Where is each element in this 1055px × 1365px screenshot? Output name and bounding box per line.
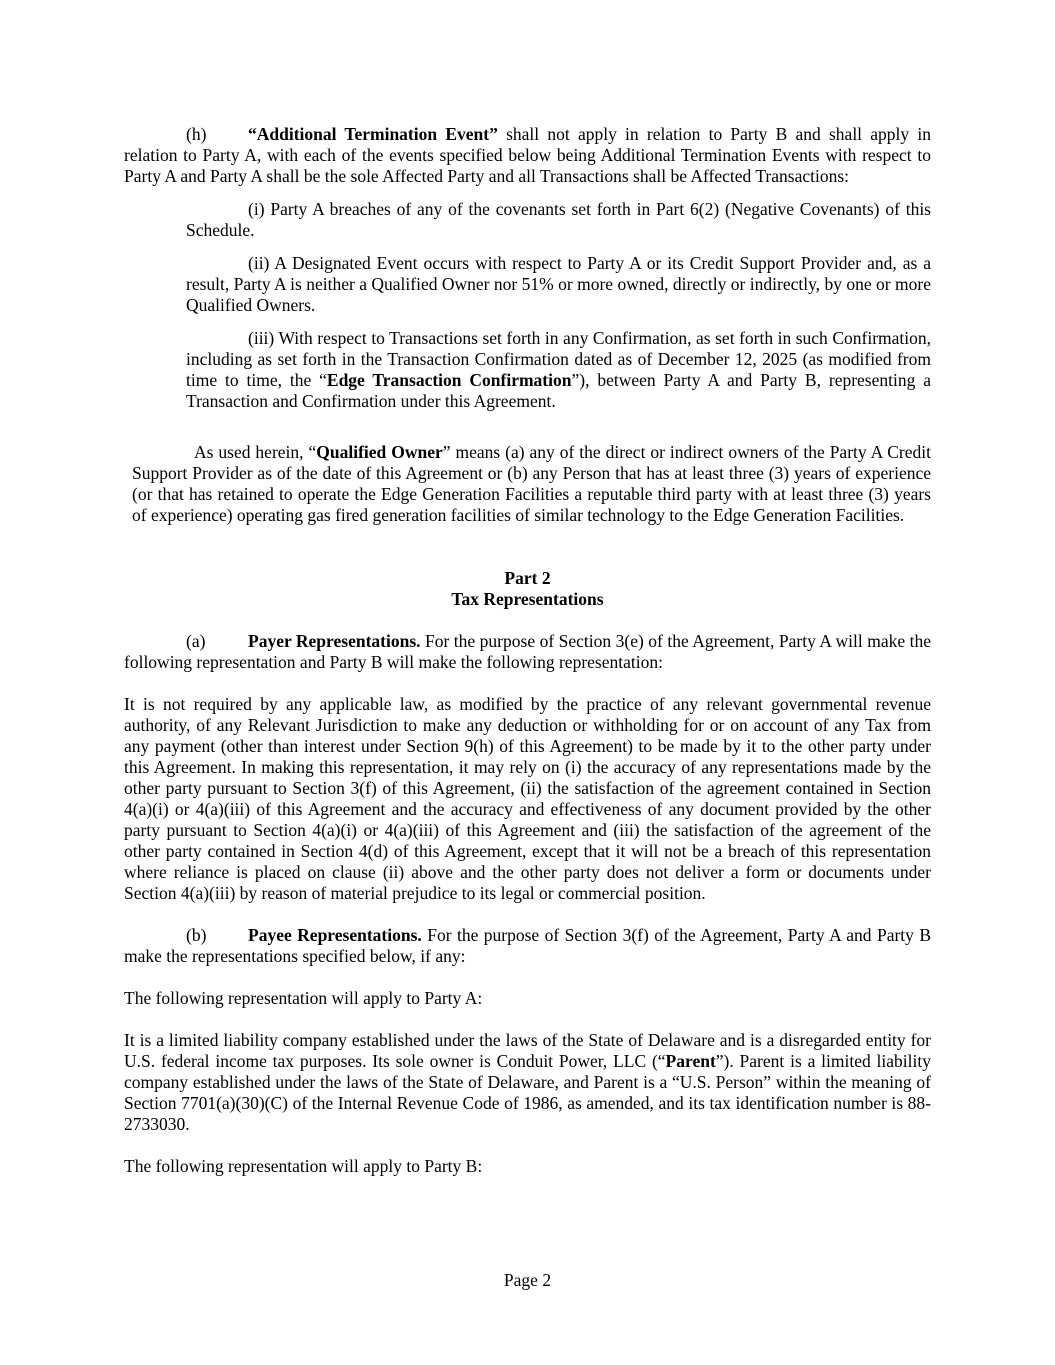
part-number: Part 2 — [504, 568, 551, 588]
termination-events — [186, 199, 931, 412]
item-label: (h) — [186, 124, 207, 144]
event-i: (i) Party A breaches of any of the covenants set forth in Part 6(2) (Negative Covenants) of this Schedule. — [186, 199, 931, 240]
party-a-representation: It is a limited liability company established under the laws of the State of Delaware and is a disregarded entity for U.S. federal income tax purposes. Its sole owner is Conduit Power, LLC (“Parent”). Parent is a limited liability company established under the laws of the State of Delaware, and Parent is a “U.S. Person” within the meaning of Section 7701(a)(30)(C) of the Internal Revenue Code of 1986, as amended, and its tax identification number is 88-2733030. — [124, 1030, 931, 1134]
defined-term: Edge Transaction Confirmation — [326, 370, 572, 390]
qualified-owner-definition: As used herein, “Qualified Owner” means (a) any of the direct or indirect owners of the Party A Credit Support Provider as of the date of this Agreement or (b) any Person that has at least three (3) years of experience (or that has retained to operate the Edge Generation Facilities a reputable third party with at least three (3) years of experience) operating gas fired generation facilities of similar technology to the Edge Generation Facilities. — [132, 442, 931, 525]
qualified-owner-block — [132, 442, 931, 526]
party-a-intro: The following representation will apply to Party A: — [124, 988, 483, 1008]
defined-term: Qualified Owner — [316, 442, 443, 462]
party-b-intro: The following representation will apply to Party B: — [124, 1156, 483, 1176]
defined-term: “Additional Termination Event” — [248, 124, 498, 144]
paragraph-b: (b) Payee Representations. For the purpose of Section 3(f) of the Agreement, Party A and Party B make the representations specified below, if any: — [124, 925, 932, 966]
part-heading — [124, 568, 931, 610]
paragraph-a: (a) Payer Representations. For the purpose of Section 3(e) of the Agreement, Party A will make the following representation and Party B will make the following representation: — [124, 631, 932, 672]
event-iii: (iii) With respect to Transactions set forth in any Confirmation, as set forth in such Confirmation, including as set forth in the Transaction Confirmation dated as of December 12, 2025 (as modified from time to time, the “Edge Transaction Confirmation”), between Party A and Party B, representing a Transaction and Confirmation under this Agreement. — [186, 328, 932, 411]
paragraph-h: (h) “Additional Termination Event” shall not apply in relation to Party B and shall apply in relation to Party A, with each of the events specified below being Additional Termination Events with respect to Party A and Party A shall be the sole Affected Party and all Transactions shall be Affected Transactions: — [124, 124, 931, 186]
document-page — [124, 124, 931, 1177]
event-ii: (ii) A Designated Event occurs with respect to Party A or its Credit Support Provider and, as a result, Party A is neither a Qualified Owner nor 51% or more owned, directly or indirectly, by one or more Qualified Owners. — [186, 253, 931, 315]
part-title: Tax Representations — [451, 589, 604, 609]
payer-representation-text: It is not required by any applicable law, as modified by the practice of any relevant governmental revenue authority, of any Relevant Jurisdiction to make any deduction or withholding for or on account of any Tax from any payment (other than interest under Section 9(h) of this Agreement) to be made by it to the other party under this Agreement. In making this representation, it may rely on (i) the accuracy of any representations made by the other party pursuant to Section 3(f) of this Agreement, (ii) the satisfaction of the agreement contained in Section 4(a)(i) or 4(a)(iii) of this Agreement and the accuracy and effectiveness of any document provided by the other party pursuant to Section 4(a)(i) or 4(a)(iii) of this Agreement and (iii) the satisfaction of the agreement of the other party contained in Section 4(d) of this Agreement, except that it will not be a breach of this representation where reliance is placed on clause (ii) above and the other party does not deliver a form or documents under Section 4(a)(iii) by reason of material prejudice to its legal or commercial position. — [124, 694, 931, 903]
item-label: (b) — [186, 925, 207, 945]
defined-term: Payer Representations. — [248, 631, 421, 651]
defined-term: Payee Representations. — [248, 925, 422, 945]
item-label: (a) — [186, 631, 206, 651]
defined-term: Parent — [665, 1051, 716, 1071]
page-number: Page 2 — [503, 1270, 552, 1290]
